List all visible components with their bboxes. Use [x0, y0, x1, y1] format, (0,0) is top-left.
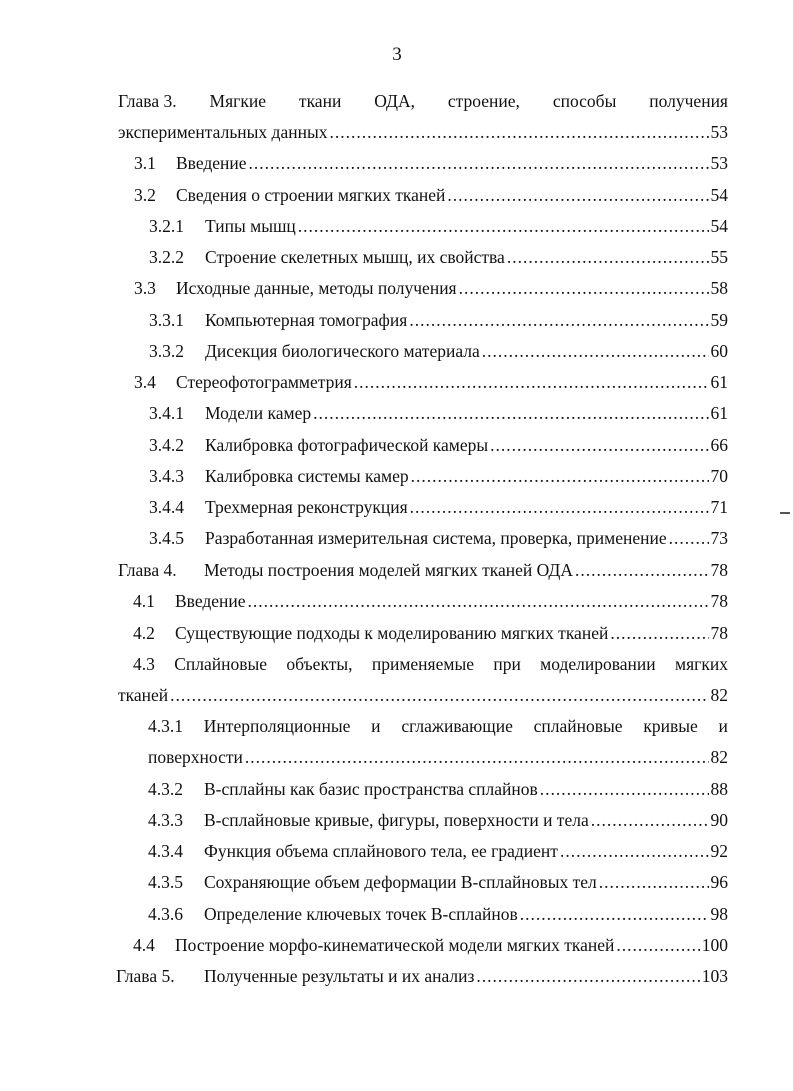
toc-entry-title-word: Сплайновые [174, 654, 268, 674]
toc-leader-dots [520, 899, 709, 930]
toc-entry-page: 78 [710, 560, 728, 580]
toc-entry-title: Исходные данные, методы получения [176, 278, 457, 298]
toc-leader-dots [313, 398, 708, 429]
toc-entry-line [149, 430, 728, 461]
toc-entry-line [149, 305, 728, 336]
toc-entry-title-word: сплайновые [533, 716, 623, 736]
toc-entry-number: 3.3.2 [149, 341, 184, 361]
toc-entry-line [148, 805, 728, 836]
toc-entry-title-word: и [718, 716, 728, 736]
toc-entry-line [148, 836, 728, 867]
toc-leader-dots [245, 742, 709, 773]
toc-entry-line [134, 180, 728, 211]
toc-entry-number: 4.3 [133, 654, 155, 674]
toc-entry-number: 4.3.3 [148, 810, 183, 830]
toc-entry-title-word: моделировании [540, 654, 656, 674]
toc-leader-dots [170, 680, 708, 711]
toc-entry-title-word: Мягкие [209, 91, 266, 111]
toc-entry-title-word: получения [649, 91, 728, 111]
toc-entry-title: В-сплайновые кривые, фигуры, поверхности и тела [204, 810, 589, 830]
toc-leader-dots [410, 492, 709, 523]
toc-entry-title-word: и [371, 716, 381, 736]
toc-leader-dots [329, 117, 708, 148]
toc-entry-title-word: ОДА, [374, 91, 415, 111]
toc-entry-page: 71 [710, 497, 728, 517]
toc-entry-page: 78 [710, 623, 728, 643]
toc-entry-page: 96 [710, 872, 728, 892]
toc-entry-page: 100 [701, 935, 728, 955]
toc-entry-title: Разработанная измерительная система, проверка, применение [205, 528, 667, 548]
toc-entry-title: Трехмерная реконструкция [205, 497, 408, 517]
toc-entry-title-word: строение, [447, 91, 520, 111]
toc-entry-page: 53 [710, 122, 728, 142]
toc-entry-number: Глава 5. [116, 966, 175, 986]
toc-entry-line [149, 461, 728, 492]
toc-entry-page: 92 [710, 841, 728, 861]
toc-entry-number: 4.3.4 [148, 841, 183, 861]
toc-leader-dots [560, 836, 709, 867]
toc-entry-number: 3.2.1 [149, 216, 184, 236]
toc-entry-page: 54 [710, 185, 728, 205]
toc-entry-second-line [118, 680, 728, 711]
toc-entry-number: 3.3.1 [149, 310, 184, 330]
toc-entry-title-word: при [493, 654, 521, 674]
toc-entry-title-word: ткани [298, 91, 342, 111]
toc-leader-dots [669, 523, 709, 554]
toc-entry-title-word: объекты, [286, 654, 353, 674]
toc-entry-page: 58 [710, 278, 728, 298]
toc-leader-dots [459, 273, 709, 304]
toc-entry-page: 60 [710, 341, 728, 361]
toc-entry-number: 3.4.3 [149, 466, 184, 486]
toc-leader-dots [610, 618, 708, 649]
toc-entry-first-line [118, 86, 728, 117]
toc-entry-second-line [148, 742, 728, 773]
toc-leader-dots [591, 805, 709, 836]
toc-entry-number: 4.3.2 [148, 779, 183, 799]
toc-entry-title: Дисекция биологического материала [205, 341, 480, 361]
toc-entry-title: Стереофотограмметрия [176, 372, 352, 392]
toc-entry-title-word: Интерполяционные [203, 716, 351, 736]
toc-entry-line [149, 523, 728, 554]
toc-entry-line [149, 492, 728, 523]
toc-entry-line [149, 336, 728, 367]
toc-entry-title: Полученные результаты и их анализ [204, 966, 475, 986]
toc-entry-number: 3.4.1 [149, 403, 184, 423]
toc-leader-dots [411, 461, 709, 492]
toc-leader-dots [599, 867, 709, 898]
toc-entry-page: 59 [710, 310, 728, 330]
toc-entry-line [148, 774, 728, 805]
toc-entry-line [134, 148, 728, 179]
toc-leader-dots [476, 961, 699, 992]
toc-entry-title: Функция объема сплайнового тела, ее градиент [204, 841, 558, 861]
toc-leader-dots [482, 336, 709, 367]
toc-entry-number: 3.1 [134, 153, 156, 173]
toc-entry-number: 3.4.5 [149, 528, 184, 548]
toc-entry-number: 3.4.2 [149, 435, 184, 455]
toc-entry-page: 78 [710, 591, 728, 611]
toc-leader-dots [507, 242, 709, 273]
toc-entry-title: В-сплайны как базис пространства сплайнов [204, 779, 538, 799]
toc-leader-dots [249, 148, 709, 179]
toc-entry-page: 54 [710, 216, 728, 236]
toc-entry-title-word: применяемые [371, 654, 474, 674]
toc-entry-page: 66 [710, 435, 728, 455]
toc-entry-second-line [118, 117, 728, 148]
toc-entry-number: 4.4 [133, 935, 155, 955]
toc-entry-page: 55 [710, 247, 728, 267]
toc-entry-title-word: сглаживающие [401, 716, 513, 736]
toc-leader-dots [409, 305, 708, 336]
toc-entry-title: Компьютерная томография [205, 310, 408, 330]
toc-entry-number: 3.4 [134, 372, 156, 392]
toc-entry-line [148, 867, 728, 898]
toc-entry-line [149, 398, 728, 429]
toc-leader-dots [575, 555, 708, 586]
toc-entry-title: Калибровка фотографической камеры [205, 435, 489, 455]
toc-entry-title: Сохраняющие объем деформации В-сплайновых тел [204, 872, 597, 892]
toc-entry-line [133, 618, 728, 649]
toc-entry-page: 90 [710, 810, 728, 830]
toc-leader-dots [447, 180, 708, 211]
toc-entry-title: Сведения о строении мягких тканей [176, 185, 446, 205]
toc-entry-page: 61 [710, 403, 728, 423]
toc-entry-number: 4.1 [133, 591, 155, 611]
toc-entry-first-line [133, 649, 728, 680]
toc-entry-number: 4.3.6 [148, 904, 183, 924]
toc-entry-number: 4.2 [133, 623, 155, 643]
toc-entry-page: 103 [701, 966, 728, 986]
toc-entry-title: Построение морфо-кинематической модели мягких тканей [175, 935, 615, 955]
toc-entry-line [149, 242, 728, 273]
toc-entry-first-line [148, 711, 728, 742]
toc-leader-dots [354, 367, 709, 398]
toc-entry-title: Методы построения моделей мягких тканей ОДА [204, 560, 574, 580]
toc-entry-number: 4.3.5 [148, 872, 183, 892]
toc-entry-page: 82 [710, 685, 728, 705]
toc-entry-page: 98 [710, 904, 728, 924]
toc-entry-line [133, 586, 728, 617]
toc-entry-page: 53 [710, 153, 728, 173]
toc-entry-title-continued: экспериментальных данных [118, 122, 328, 142]
toc-entry-number: 3.3 [134, 278, 156, 298]
toc-entry-page: 88 [710, 779, 728, 799]
toc-entry-title-continued: тканей [118, 685, 169, 705]
toc-entry-title-word: мягких [675, 654, 728, 674]
toc-entry-title: Типы мышц [205, 216, 296, 236]
toc-leader-dots [298, 211, 709, 242]
toc-entry-number: 3.2.2 [149, 247, 184, 267]
toc-entry-number: 4.3.1 [148, 716, 183, 736]
toc-entry-line [134, 367, 728, 398]
toc-entry-number: Глава 4. [118, 560, 177, 580]
toc-entry-page: 73 [710, 528, 728, 548]
toc-entry-title-word: кривые [643, 716, 698, 736]
toc-entry-number: 3.4.4 [149, 497, 184, 517]
toc-entry-title: Калибровка системы камер [205, 466, 409, 486]
toc-entry-title: Модели камер [205, 403, 312, 423]
toc-leader-dots [248, 586, 709, 617]
toc-entry-page: 61 [710, 372, 728, 392]
toc-entry-page: 70 [710, 466, 728, 486]
toc-entry-title: Введение [175, 591, 246, 611]
toc-entry-line [118, 555, 728, 586]
toc-leader-dots [490, 430, 708, 461]
toc-entry-number: 3.2 [134, 185, 156, 205]
toc-entry-title-continued: поверхности [148, 747, 243, 767]
toc-entry-line [149, 211, 728, 242]
toc-entry-title: Строение скелетных мышц, их свойства [205, 247, 505, 267]
toc-leader-dots [540, 774, 709, 805]
toc-entry-line [133, 930, 728, 961]
toc-entry-line [134, 273, 728, 304]
toc-entry-title: Определение ключевых точек В-сплайнов [204, 904, 518, 924]
page-number: 3 [392, 44, 402, 65]
toc-entry-number: Глава 3. [118, 91, 177, 111]
toc-entry-title: Существующие подходы к моделированию мягких тканей [175, 623, 609, 643]
toc-entry-line [148, 899, 728, 930]
toc-entry-page: 82 [710, 747, 728, 767]
toc-entry-line [116, 961, 728, 992]
toc-entry-title: Введение [176, 153, 247, 173]
toc-entry-title-word: способы [552, 91, 617, 111]
toc-leader-dots [616, 930, 699, 961]
margin-mark [780, 512, 790, 514]
